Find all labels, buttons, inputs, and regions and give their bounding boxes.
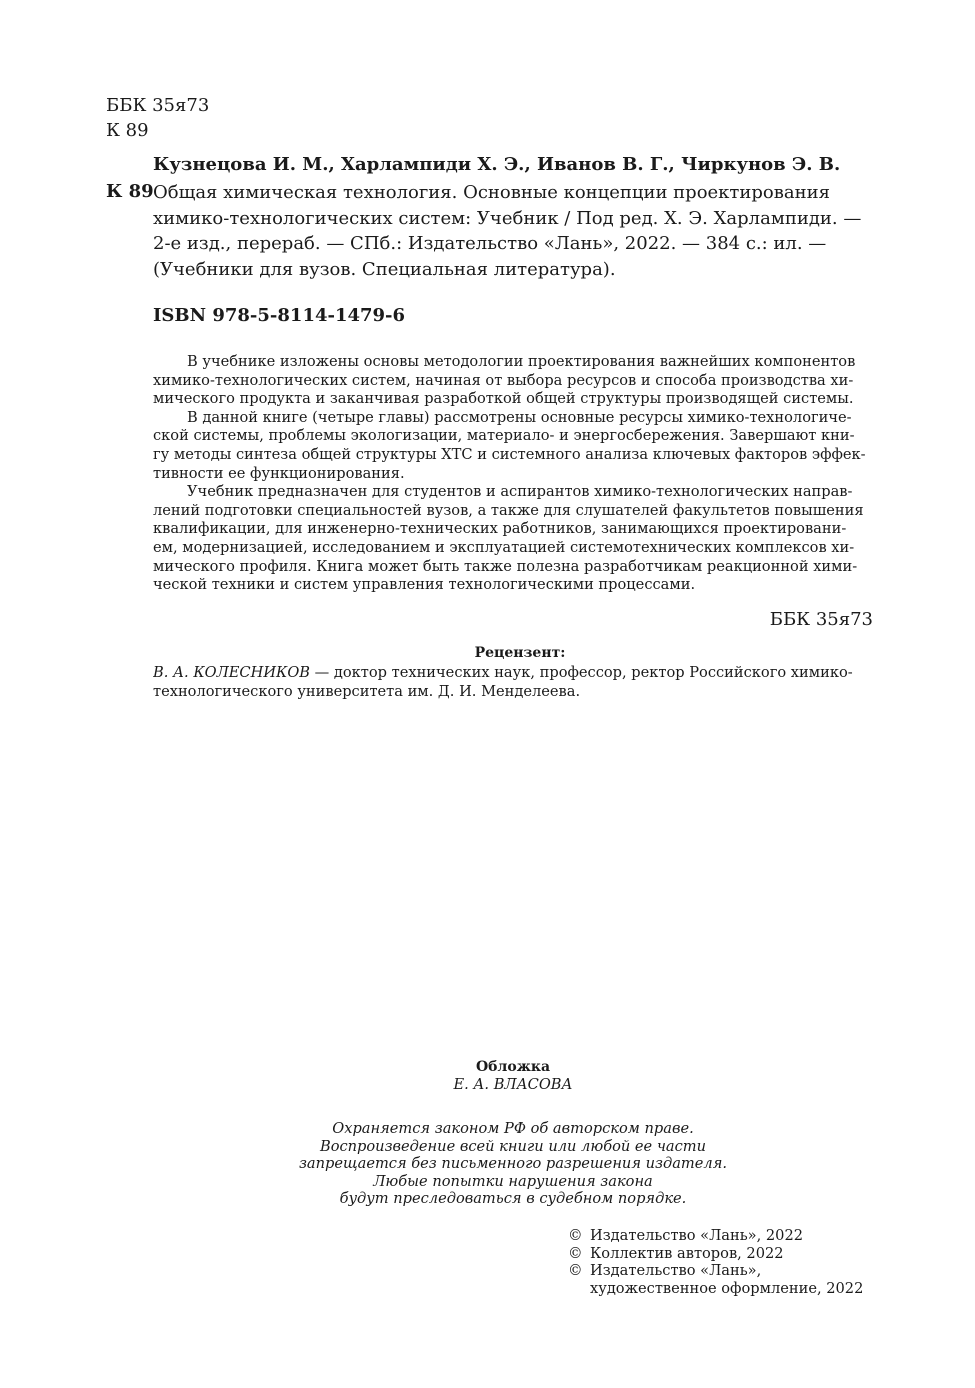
- abstract-line: В учебнике изложены основы методологии проектирования важнейших компонентов: [187, 353, 856, 370]
- biblio-line: 2-е изд., перераб. — СПб.: Издательство «Лань», 2022. — 384 с.: ил. —: [153, 233, 827, 254]
- abstract-line: В данной книге (четыре главы) рассмотрены основные ресурсы химико-технологиче-: [187, 408, 852, 426]
- reviewer-block: [153, 663, 873, 701]
- copyright-holder: Коллектив авторов, 2022: [590, 1244, 784, 1262]
- copyright-item: [568, 1245, 863, 1263]
- abstract-line: ской системы, проблемы экологизации, материало- и энергосбережения. Завершают кни-: [153, 427, 855, 445]
- biblio-line: химико-технологических систем: Учебник / Под ред. Х. Э. Харлампиди. —: [153, 207, 862, 229]
- copyright-item-continuation: художественное оформление, 2022: [590, 1279, 864, 1297]
- copyright-notice-line: Любые попытки нарушения закона: [373, 1172, 653, 1190]
- copyright-holders: [568, 1227, 863, 1297]
- cover-heading: Обложка: [475, 1059, 551, 1075]
- copyright-notice-line: будут преследоваться в судебном порядке.: [339, 1190, 687, 1208]
- abstract-line: химико-технологических систем, начиная от выбора ресурсов и способа производства хи-: [153, 371, 854, 389]
- author-mark-bold: К 89: [106, 181, 154, 202]
- abstract-line: мического профиля. Книга может быть также полезна разработчикам реакционной хими-: [153, 557, 858, 575]
- copyright-notice-line: Охраняется законом РФ об авторском праве.: [332, 1120, 694, 1137]
- reviewer-line: технологического университета им. Д. И. Менделеева.: [153, 683, 581, 700]
- copyright-item: [568, 1262, 863, 1280]
- biblio-line: Общая химическая технология. Основные концепции проектирования: [153, 182, 830, 203]
- authors-line: Кузнецова И. М., Харлампиди Х. Э., Иванов В. Г., Чиркунов Э. В.: [153, 154, 841, 175]
- reviewer-name: В. А. КОЛЕСНИКОВ: [153, 664, 311, 681]
- isbn: ISBN 978-5-8114-1479-6: [153, 305, 406, 326]
- abstract-line: ем, модернизацией, исследованием и эксплуатацией системотехнических комплексов хи-: [153, 538, 855, 556]
- reviewer-credentials: — доктор технических наук, профессор, ректор Российского химико-: [310, 664, 853, 681]
- copyright-holder: Издательство «Лань»,: [590, 1262, 762, 1280]
- abstract-line: гу методы синтеза общей структуры ХТС и системного анализа ключевых факторов эффек-: [153, 445, 866, 463]
- copyright-symbol: ©: [568, 1244, 583, 1262]
- copyright-holder: Издательство «Лань», 2022: [590, 1227, 804, 1244]
- bibliographic-description: [153, 180, 873, 282]
- abstract-line: мического продукта и заканчивая разработкой общей структуры производящей системы.: [153, 390, 854, 408]
- reviewer-line: [153, 663, 873, 682]
- bbk-code-right: ББК 35я73: [769, 609, 873, 630]
- copyright-symbol: ©: [568, 1262, 583, 1280]
- biblio-line: (Учебники для вузов. Специальная литература).: [153, 258, 616, 280]
- bbk-header: [106, 93, 209, 143]
- bbk-code: ББК 35я73: [106, 95, 210, 116]
- abstract-line: Учебник предназначен для студентов и аспирантов химико-технологических направ-: [187, 483, 853, 501]
- abstract: [153, 353, 873, 595]
- copyright-item: [568, 1227, 863, 1245]
- reviewer-heading: Рецензент:: [474, 645, 566, 661]
- author-mark: К 89: [106, 120, 149, 141]
- copyright-symbol: ©: [568, 1227, 583, 1244]
- abstract-line: квалификации, для инженерно-технических работников, занимающихся проектировани-: [153, 520, 847, 538]
- abstract-line: ческой техники и систем управления технологическими процессами.: [153, 576, 696, 594]
- abstract-line: тивности ее функционирования.: [153, 464, 405, 482]
- copyright-notice-line: запрещается без письменного разрешения издателя.: [298, 1155, 728, 1173]
- copyright-notice-line: Воспроизведение всей книги или любой ее части: [319, 1137, 707, 1155]
- copyright-notice: [0, 1120, 975, 1208]
- cover-designer: Е. А. ВЛАСОВА: [453, 1076, 573, 1093]
- abstract-line: лений подготовки специальностей вузов, а также для слушателей факультетов повышения: [153, 501, 864, 519]
